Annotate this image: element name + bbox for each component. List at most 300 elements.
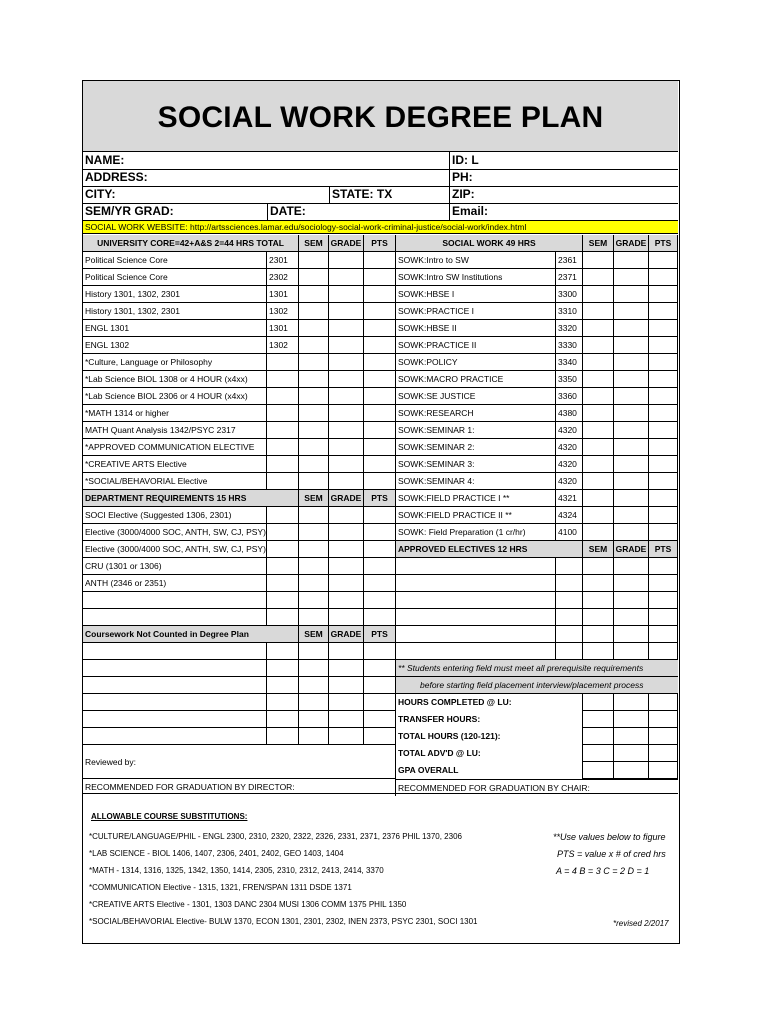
substitution-line: *SOCIAL/BEHAVORIAL Elective- BULW 1370, ECON 1301, 2301, 2302, INEN 2373, PSYC 2301, SOCI 1301 [89,917,478,926]
sem-input[interactable] [583,728,614,745]
course-number [556,626,583,643]
course-number: 2361 [556,252,583,269]
field-prereq-note: before starting field placement interview/placement process [396,677,678,694]
pts-input[interactable] [364,592,396,609]
grade-input[interactable] [329,643,364,660]
sem-input[interactable] [299,728,329,745]
email-field[interactable]: Email: [449,203,678,220]
pts-input[interactable] [364,507,396,524]
grade-input[interactable] [614,354,649,371]
course-number: 3310 [556,303,583,320]
sem-input[interactable] [299,252,329,269]
sem-input[interactable] [299,456,329,473]
pts-input[interactable] [364,541,396,558]
pts-input[interactable] [364,609,396,626]
grade-input[interactable] [614,694,649,711]
pts-input[interactable] [364,575,396,592]
sem-input[interactable] [583,473,614,490]
core-course: *SOCIAL/BEHAVORIAL Elective [83,473,267,490]
course-number [267,439,299,456]
grade-input[interactable] [329,677,364,694]
sem-input[interactable] [583,269,614,286]
grade-input[interactable] [614,558,649,575]
grade-input[interactable] [329,660,364,677]
pts-input[interactable] [364,524,396,541]
sem-input[interactable] [299,609,329,626]
core-course: ENGL 1302 [83,337,267,354]
sw-course: SOWK:HBSE II [396,320,556,337]
course-number: 1301 [267,320,299,337]
hours-completed: HOURS COMPLETED @ LU: [396,694,583,711]
sem-input[interactable] [299,524,329,541]
sem-input[interactable] [299,711,329,728]
blank-row [83,609,267,626]
recommended-director[interactable]: RECOMMENDED FOR GRADUATION BY DIRECTOR: [83,779,396,796]
sem-input[interactable] [583,405,614,422]
sem-input[interactable] [583,456,614,473]
substitution-line: *MATH - 1314, 1316, 1325, 1342, 1350, 1414, 2305, 2310, 2312, 2413, 2414, 3370 [89,866,384,875]
core-course: History 1301, 1302, 2301 [83,286,267,303]
pts-input[interactable] [364,303,396,320]
zip-field[interactable]: ZIP: [449,186,678,203]
core-course: *CREATIVE ARTS Elective [83,456,267,473]
sem-input[interactable] [583,711,614,728]
title-band [83,81,678,152]
pts-input[interactable] [364,728,396,745]
grade-input[interactable] [614,609,649,626]
core-course: Political Science Core [83,252,267,269]
pts-input[interactable] [649,422,678,439]
sem-input[interactable] [583,575,614,592]
grade-input[interactable] [614,592,649,609]
sw-course: SOWK:MACRO PRACTICE [396,371,556,388]
grade-input[interactable] [329,524,364,541]
blank-row [396,609,556,626]
grade-input[interactable] [329,592,364,609]
sem-input[interactable] [583,558,614,575]
grade-input[interactable] [614,490,649,507]
sw-course: SOWK: Field Preparation (1 cr/hr) [396,524,556,541]
grade-input[interactable] [329,422,364,439]
sem-input[interactable] [583,490,614,507]
pts-input[interactable] [649,643,678,660]
social-work-website[interactable]: SOCIAL WORK WEBSITE: http://artssciences.lamar.edu/sociology-social-work-criminal-justice/social-work/index.html [83,221,678,234]
dept-course: SOCI Elective (Suggested 1306, 2301) [83,507,267,524]
grade-input[interactable] [329,541,364,558]
sem-input[interactable] [299,541,329,558]
pts-input[interactable] [649,439,678,456]
dept-header: DEPARTMENT REQUIREMENTS 15 HRS [83,490,299,507]
course-number [267,575,299,592]
course-number: 4320 [556,473,583,490]
sem-input[interactable] [583,643,614,660]
col-header-grade: GRADE [614,541,649,558]
substitution-line: *LAB SCIENCE - BIOL 1406, 1407, 2306, 2401, 2402, GEO 1403, 1404 [89,849,344,858]
sem-input[interactable] [583,592,614,609]
pts-input[interactable] [364,439,396,456]
sem-input[interactable] [299,507,329,524]
pts-input[interactable] [649,728,678,745]
sem-input[interactable] [299,575,329,592]
pts-input[interactable] [649,473,678,490]
grade-input[interactable] [329,337,364,354]
substitution-line: *COMMUNICATION Elective - 1315, 1321, FREN/SPAN 1311 DSDE 1371 [89,883,352,892]
page-title: SOCIAL WORK DEGREE PLAN [157,101,604,134]
course-number: 3330 [556,337,583,354]
sem-input[interactable] [583,439,614,456]
grade-input[interactable] [614,337,649,354]
pts-input[interactable] [649,252,678,269]
course-number [556,643,583,660]
sem-input[interactable] [583,694,614,711]
sem-input[interactable] [299,677,329,694]
course-number: 4321 [556,490,583,507]
pts-input[interactable] [649,507,678,524]
grade-input[interactable] [329,473,364,490]
pts-input[interactable] [649,558,678,575]
sem-input[interactable] [299,694,329,711]
grade-input[interactable] [329,286,364,303]
sem-input[interactable] [299,354,329,371]
dept-course: ANTH (2346 or 2351) [83,575,267,592]
grade-input[interactable] [614,269,649,286]
pts-input[interactable] [649,388,678,405]
core-course: ENGL 1301 [83,320,267,337]
field-row-city [83,186,678,204]
sem-input[interactable] [299,371,329,388]
blank-row [396,643,556,660]
course-number: 2302 [267,269,299,286]
sem-input[interactable] [299,303,329,320]
col-header-sem: SEM [299,626,329,643]
sem-input[interactable] [583,354,614,371]
pts-input[interactable] [364,456,396,473]
grade-input[interactable] [329,507,364,524]
id-field[interactable]: ID: L [449,152,678,169]
grade-input[interactable] [614,728,649,745]
grade-input[interactable] [329,694,364,711]
blank-row [83,660,267,677]
sem-input[interactable] [299,388,329,405]
sw-course: SOWK:Intro SW Institutions [396,269,556,286]
grade-input[interactable] [614,524,649,541]
course-number: 4380 [556,405,583,422]
grade-input[interactable] [614,371,649,388]
grade-input[interactable] [614,745,649,762]
sem-input[interactable] [583,286,614,303]
course-number [267,694,299,711]
col-header-grade: GRADE [329,626,364,643]
pts-input[interactable] [364,694,396,711]
gpa-formula: PTS = value x # of cred hrs [557,849,666,859]
course-number: 3350 [556,371,583,388]
electives-header: APPROVED ELECTIVES 12 HRS [396,541,583,558]
sw-course: SOWK:SEMINAR 2: [396,439,556,456]
grade-input[interactable] [614,303,649,320]
grade-input[interactable] [329,269,364,286]
sem-input[interactable] [583,388,614,405]
course-number [267,405,299,422]
course-number [267,422,299,439]
dept-course: Elective (3000/4000 SOC, ANTH, SW, CJ, PSY) [83,524,267,541]
sem-input[interactable] [583,320,614,337]
pts-input[interactable] [649,524,678,541]
course-number [267,354,299,371]
sem-input[interactable] [583,507,614,524]
total-hours: TOTAL HOURS (120-121): [396,728,583,745]
pts-input[interactable] [649,490,678,507]
pts-input[interactable] [649,745,678,762]
grade-input[interactable] [329,371,364,388]
blank-row [396,558,556,575]
transfer-hours: TRANSFER HOURS: [396,711,583,728]
course-number [267,592,299,609]
substitution-line: *CREATIVE ARTS Elective - 1301, 1303 DANC 2304 MUSI 1306 COMM 1375 PHIL 1350 [89,900,407,909]
grade-input[interactable] [329,609,364,626]
grade-input[interactable] [329,728,364,745]
grade-input[interactable] [329,388,364,405]
grade-input[interactable] [614,286,649,303]
course-number [267,643,299,660]
reviewed-by[interactable]: Reviewed by: [83,745,396,779]
sem-input[interactable] [583,524,614,541]
blank-row [83,728,267,745]
course-number [267,558,299,575]
pts-input[interactable] [649,371,678,388]
course-number [556,609,583,626]
gpa-scale: A = 4 B = 3 C = 2 D = 1 [556,866,650,876]
sem-input[interactable] [583,609,614,626]
pts-input[interactable] [649,286,678,303]
col-header-sem: SEM [299,235,329,252]
pts-input[interactable] [649,711,678,728]
date-field[interactable]: DATE: [267,203,449,220]
pts-input[interactable] [649,405,678,422]
gpa-note: **Use values below to figure [553,832,666,842]
pts-input[interactable] [364,473,396,490]
course-number: 1302 [267,303,299,320]
state-field[interactable]: STATE: TX [329,186,449,203]
course-number [556,575,583,592]
course-number [267,371,299,388]
course-number: 3320 [556,320,583,337]
address-field[interactable]: ADDRESS: [85,170,148,184]
sem-input[interactable] [299,286,329,303]
grade-input[interactable] [329,303,364,320]
pts-input[interactable] [649,609,678,626]
sw-course: SOWK:SEMINAR 4: [396,473,556,490]
pts-input[interactable] [364,422,396,439]
grade-input[interactable] [614,473,649,490]
course-number: 3340 [556,354,583,371]
grade-input[interactable] [329,439,364,456]
blank-row [83,711,267,728]
sw-header: SOCIAL WORK 49 HRS [396,235,583,252]
col-header-grade: GRADE [614,235,649,252]
sw-course: SOWK:PRACTICE II [396,337,556,354]
pts-input[interactable] [364,252,396,269]
pts-input[interactable] [364,337,396,354]
sem-input[interactable] [299,422,329,439]
grade-input[interactable] [614,439,649,456]
total-advd: TOTAL ADV'D @ LU: [396,745,583,762]
grade-input[interactable] [329,558,364,575]
sw-course: SOWK:HBSE I [396,286,556,303]
dept-course: CRU (1301 or 1306) [83,558,267,575]
course-number [267,473,299,490]
divider [83,793,678,794]
pts-input[interactable] [364,286,396,303]
grade-input[interactable] [614,643,649,660]
course-number [556,558,583,575]
course-number [267,677,299,694]
sem-input[interactable] [299,660,329,677]
sem-input[interactable] [299,643,329,660]
grade-input[interactable] [329,252,364,269]
sw-course: SOWK:SEMINAR 3: [396,456,556,473]
pts-input[interactable] [649,762,678,779]
sw-course: SOWK:PRACTICE I [396,303,556,320]
course-number: 4320 [556,439,583,456]
substitutions-header: ALLOWABLE COURSE SUBSTITUTIONS: [91,812,248,821]
grade-input[interactable] [614,252,649,269]
grade-input[interactable] [614,422,649,439]
col-header-grade: GRADE [329,490,364,507]
sem-yr-grad-field[interactable]: SEM/YR GRAD: [85,204,174,218]
field-row-grad [83,203,678,221]
pts-input[interactable] [364,388,396,405]
course-number: 4100 [556,524,583,541]
pts-input[interactable] [649,320,678,337]
grade-input[interactable] [614,626,649,643]
pts-input[interactable] [364,711,396,728]
pts-input[interactable] [364,643,396,660]
pts-input[interactable] [364,371,396,388]
course-number [267,456,299,473]
city-field[interactable]: CITY: [85,187,116,201]
sem-input[interactable] [299,439,329,456]
col-header-pts: PTS [364,626,396,643]
core-course: *MATH 1314 or higher [83,405,267,422]
pts-input[interactable] [649,592,678,609]
grade-input[interactable] [614,405,649,422]
course-number [267,609,299,626]
course-number [556,592,583,609]
sem-input[interactable] [583,303,614,320]
sw-course: SOWK:FIELD PRACTICE II ** [396,507,556,524]
sem-input[interactable] [299,558,329,575]
grade-input[interactable] [329,320,364,337]
sem-input[interactable] [583,626,614,643]
pts-input[interactable] [649,626,678,643]
blank-row [83,643,267,660]
blank-row [83,592,267,609]
pts-input[interactable] [649,337,678,354]
grade-input[interactable] [614,575,649,592]
grade-input[interactable] [329,575,364,592]
pts-input[interactable] [364,677,396,694]
course-number: 1302 [267,337,299,354]
pts-input[interactable] [364,660,396,677]
grade-input[interactable] [329,405,364,422]
coursework-header: Coursework Not Counted in Degree Plan [83,626,299,643]
pts-input[interactable] [649,456,678,473]
course-number: 4324 [556,507,583,524]
col-header-sem: SEM [583,235,614,252]
grade-input[interactable] [614,711,649,728]
grade-input[interactable] [614,320,649,337]
sem-input[interactable] [583,252,614,269]
field-row-name [83,152,678,170]
grade-input[interactable] [329,711,364,728]
course-number [267,541,299,558]
grade-input[interactable] [614,388,649,405]
core-course: *Lab Science BIOL 1308 or 4 HOUR (x4xx) [83,371,267,388]
col-header-pts: PTS [364,235,396,252]
grade-input[interactable] [614,456,649,473]
grade-input[interactable] [329,456,364,473]
pts-input[interactable] [364,320,396,337]
course-number: 1301 [267,286,299,303]
course-number [267,507,299,524]
grade-input[interactable] [329,354,364,371]
col-header-pts: PTS [649,541,678,558]
core-course: History 1301, 1302, 2301 [83,303,267,320]
core-course: *APPROVED COMMUNICATION ELECTIVE [83,439,267,456]
sem-input[interactable] [583,337,614,354]
sem-input[interactable] [299,405,329,422]
course-number [267,728,299,745]
pts-input[interactable] [364,269,396,286]
course-number: 3300 [556,286,583,303]
pts-input[interactable] [649,269,678,286]
field-row-address [83,169,678,187]
phone-field[interactable]: PH: [449,169,678,186]
blank-row [83,677,267,694]
recommended-chair[interactable]: RECOMMENDED FOR GRADUATION BY CHAIR: [396,779,678,796]
sem-input[interactable] [299,473,329,490]
sem-input[interactable] [299,337,329,354]
dept-course: Elective (3000/4000 SOC, ANTH, SW, CJ, PSY) [83,541,267,558]
grade-input[interactable] [614,762,649,779]
pts-input[interactable] [364,405,396,422]
pts-input[interactable] [364,558,396,575]
name-field[interactable]: NAME: [85,153,125,167]
course-number [267,660,299,677]
sw-course: SOWK:FIELD PRACTICE I ** [396,490,556,507]
course-number [267,711,299,728]
sem-input[interactable] [583,762,614,779]
pts-input[interactable] [649,354,678,371]
course-number: 4320 [556,422,583,439]
sem-input[interactable] [583,422,614,439]
pts-input[interactable] [649,303,678,320]
sem-input[interactable] [583,745,614,762]
sem-input[interactable] [299,320,329,337]
core-course: *Lab Science BIOL 2306 or 4 HOUR (x4xx) [83,388,267,405]
substitution-line: *CULTURE/LANGUAGE/PHIL - ENGL 2300, 2310, 2320, 2322, 2326, 2331, 2371, 2376 PHIL 1370, 2306 [89,832,462,841]
grade-input[interactable] [614,507,649,524]
course-number [267,524,299,541]
pts-input[interactable] [364,354,396,371]
sem-input[interactable] [299,269,329,286]
course-number: 3360 [556,388,583,405]
sem-input[interactable] [299,592,329,609]
pts-input[interactable] [649,694,678,711]
blank-row [396,626,556,643]
pts-input[interactable] [649,575,678,592]
sem-input[interactable] [583,371,614,388]
